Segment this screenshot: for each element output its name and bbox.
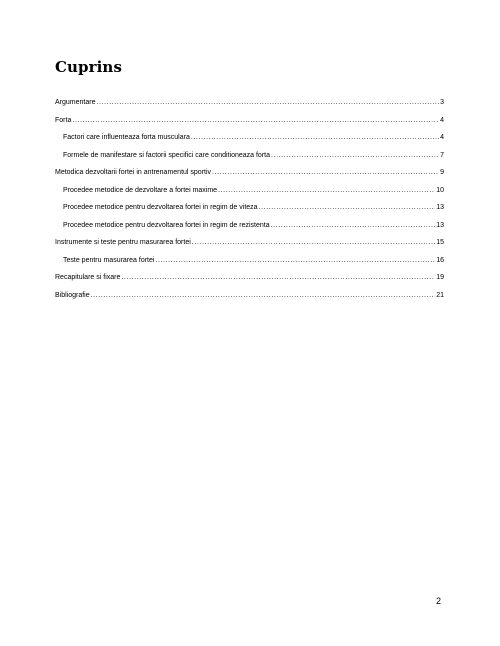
toc-entry-text: Instrumente si teste pentru masurarea fortei [55, 239, 191, 246]
dot-leader [72, 112, 439, 130]
dot-leader [96, 94, 439, 112]
toc-entry[interactable] [55, 234, 444, 252]
dot-leader [271, 217, 436, 235]
toc-entry[interactable] [55, 129, 444, 147]
toc-entry-text: Factori care influenteaza forta musculara [63, 134, 190, 141]
toc-entry-text: Argumentare [55, 99, 96, 106]
toc-entry-text: Procedee metodice pentru dezvoltarea fortei in regim de viteza [63, 204, 258, 211]
toc-title: Cuprins [55, 58, 122, 76]
toc-entry[interactable] [55, 287, 444, 305]
toc-entry[interactable] [55, 147, 444, 165]
toc-entry[interactable] [55, 199, 444, 217]
toc-entry-text: Teste pentru masurarea fortei [63, 256, 155, 264]
dot-leader [218, 182, 435, 200]
dot-leader [212, 164, 439, 182]
dot-leader [91, 287, 436, 305]
toc-entry-page: 13 [436, 221, 444, 229]
toc-entry-text: Procedee metodice pentru dezvoltarea fortei in regim de rezistenta [63, 221, 270, 229]
dot-leader [192, 234, 435, 252]
toc-entry-page: 19 [436, 274, 444, 281]
toc-entry-page: 13 [436, 204, 444, 211]
toc-entry[interactable] [55, 112, 444, 130]
toc-entry-text: Forta [55, 116, 72, 124]
toc-entry-text: Metodica dezvoltarii fortei in antrenamentul sportiv [55, 169, 212, 176]
toc-entry[interactable] [55, 252, 444, 270]
toc-entry-page: 3 [440, 99, 444, 106]
dot-leader [191, 129, 439, 147]
toc-entry-page: 7 [440, 151, 444, 159]
dot-leader [271, 147, 439, 165]
dot-leader [121, 269, 435, 287]
toc-entry-page: 4 [440, 116, 444, 124]
toc-entry-page: 16 [436, 256, 444, 264]
table-of-contents [55, 94, 444, 304]
toc-entry[interactable] [55, 182, 444, 200]
toc-entry[interactable] [55, 164, 444, 182]
dot-leader [259, 199, 436, 217]
dot-leader [155, 252, 435, 270]
toc-entry-page: 21 [436, 291, 444, 299]
toc-entry-text: Bibliografie [55, 291, 90, 299]
toc-entry[interactable] [55, 269, 444, 287]
toc-entry-page: 4 [440, 134, 444, 141]
toc-entry-page: 15 [436, 239, 444, 246]
toc-entry-text: Formele de manifestare si factorii specifici care conditioneaza forta [63, 151, 270, 159]
toc-entry-page: 9 [440, 169, 444, 176]
toc-entry[interactable] [55, 217, 444, 235]
toc-entry-text: Recapitulare si fixare [55, 274, 121, 281]
toc-entry[interactable] [55, 94, 444, 112]
toc-entry-text: Procedee metodice de dezvoltare a fortei maxime [63, 186, 218, 194]
toc-entry-page: 10 [436, 186, 444, 194]
page-number: 2 [436, 596, 442, 606]
